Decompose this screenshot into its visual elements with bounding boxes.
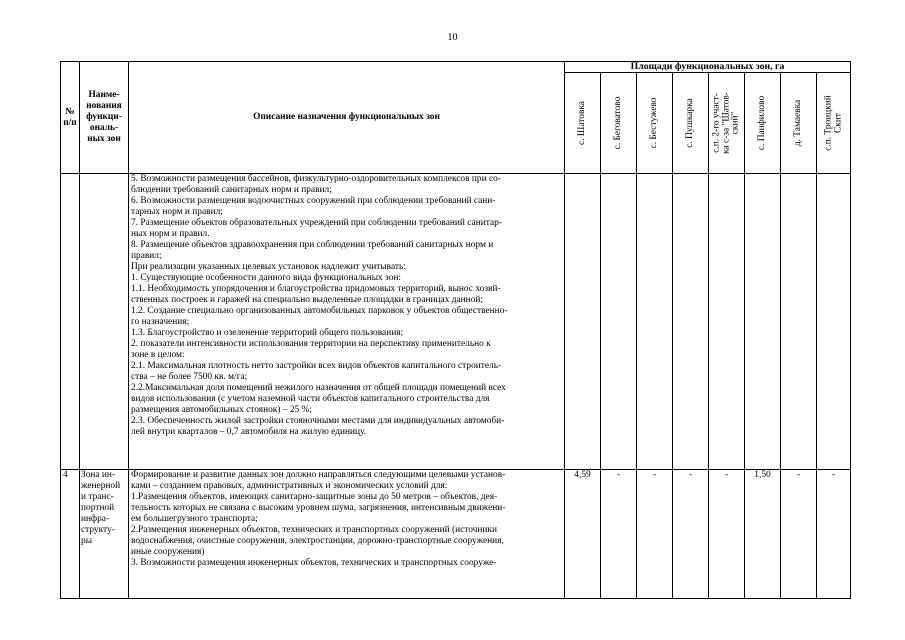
table-body bbox=[61, 174, 851, 599]
description-line: 1.1. Необходимость упорядочения и благоустройства придомовых территорий, вынос хозяй- bbox=[131, 284, 501, 294]
description-line: 6. Возможности размещения водоочистных сооружений при соблюдении требований сани- bbox=[131, 196, 496, 206]
header-area-column bbox=[781, 73, 817, 174]
header-area-column bbox=[817, 73, 851, 174]
area-value bbox=[637, 174, 673, 470]
header-area-column bbox=[565, 73, 601, 174]
description-line: 2.1. Максимальная плотность нетто застройки всех видов объектов капитального строитель- bbox=[131, 361, 502, 371]
description-line: ственных построек и гаражей на специально выделенные площадки в границах данной; bbox=[131, 295, 484, 305]
description-line: 5. Возможности размещения бассейнов, физкультурно-оздоровительных комплексов при со- bbox=[131, 174, 501, 184]
description-line: иные сооружения) bbox=[131, 547, 205, 557]
zone-description bbox=[129, 174, 565, 470]
description-line: блюдении требований санитарных норм и правил; bbox=[131, 185, 332, 195]
header-zone-name-line: ональ- bbox=[89, 123, 119, 133]
description-line: 1. Существующие особенности данного вида функциональных зон: bbox=[131, 273, 401, 283]
area-value: - bbox=[781, 470, 817, 599]
header-area-column-label: с.п. Троицкий Скит bbox=[822, 95, 843, 151]
description-line: При реализации указанных целевых установок надлежит учитывать: bbox=[131, 262, 406, 272]
description-line: ства – не более 7500 кв. м/га; bbox=[131, 372, 248, 382]
header-area-column bbox=[601, 73, 637, 174]
header-zone-name bbox=[80, 62, 129, 174]
zone-name-line: и транс- bbox=[81, 492, 114, 502]
description-line: зоне в целом: bbox=[131, 350, 185, 360]
row-number bbox=[61, 174, 80, 470]
description-line: ками – созданием правовых, административных и экономических условий для: bbox=[131, 481, 448, 491]
row-number: 4 bbox=[61, 470, 80, 599]
zone-name-line: женерной bbox=[81, 481, 121, 491]
header-area-column bbox=[637, 73, 673, 174]
description-line: ем большегрузного транспорта; bbox=[131, 514, 258, 524]
header-area-column-label: с. Пушкарка bbox=[684, 98, 695, 148]
description-line: лей внутри кварталов – 0,7 автомобиля на жилую единицу. bbox=[131, 427, 367, 437]
description-line: 2. показатели интенсивности использования территории на перспективу применительно к bbox=[131, 339, 491, 349]
area-value bbox=[817, 174, 851, 470]
area-value bbox=[673, 174, 709, 470]
header-area-column-label: с. Панфилово bbox=[756, 95, 767, 151]
zone-name-line: инфра- bbox=[81, 514, 110, 524]
zone-name bbox=[80, 174, 129, 470]
description-line: видов использования (с учетом наземной части объектов капитального строительства для bbox=[131, 394, 490, 404]
zone-name-line: портной bbox=[81, 503, 115, 513]
zone-name-line: ры bbox=[81, 536, 92, 546]
header-number: № п/п bbox=[61, 62, 80, 174]
page-number: 10 bbox=[447, 32, 458, 43]
header-area-column bbox=[745, 73, 781, 174]
zone-name-line: структу- bbox=[81, 525, 115, 535]
description-line: 1.2. Создание специально организованных автомобильных парковок у объектов общественно- bbox=[131, 306, 508, 316]
table-row bbox=[61, 470, 851, 599]
header-area-title: Площади функциональных зон, га bbox=[565, 62, 851, 73]
header-description: Описание назначения функциональных зон bbox=[129, 62, 565, 174]
table-row bbox=[61, 174, 851, 470]
description-line: тельность которых не связана с высоким уровнем шума, загрязнения, интенсивным движени- bbox=[131, 503, 506, 513]
header-area-column-label: с. Беговатово bbox=[612, 96, 623, 150]
zone-description bbox=[129, 470, 565, 599]
header-area-column bbox=[673, 73, 709, 174]
area-value bbox=[781, 174, 817, 470]
description-line: ных норм и правил. bbox=[131, 229, 210, 239]
header-area-column-label: с. Шатовка bbox=[576, 101, 587, 145]
area-value: 4,59 bbox=[565, 470, 601, 599]
area-value: - bbox=[637, 470, 673, 599]
area-value: - bbox=[709, 470, 745, 599]
description-line: правил; bbox=[131, 251, 162, 261]
area-value bbox=[745, 174, 781, 470]
area-value: - bbox=[601, 470, 637, 599]
description-line: водоснабжения, очистные сооружения, электростанции, дорожно-транспортные сооружения, bbox=[131, 536, 504, 546]
header-zone-name-line: Наиме- bbox=[88, 90, 120, 100]
header-zone-name-line: функци- bbox=[86, 112, 122, 122]
zone-name bbox=[80, 470, 129, 599]
zone-name-line: Зона ин- bbox=[81, 470, 116, 480]
description-line: Формирование и развитие данных зон должно направляться следующими целевыми установ- bbox=[131, 470, 506, 480]
area-value: - bbox=[673, 470, 709, 599]
area-value bbox=[565, 174, 601, 470]
description-line: 8. Размещение объектов здравоохранения при соблюдении требований санитарных норм и bbox=[131, 240, 494, 250]
description-line: 2.Размещения инженерных объектов, технических и транспортных сооружений (источники bbox=[131, 525, 497, 535]
area-value bbox=[709, 174, 745, 470]
area-value bbox=[601, 174, 637, 470]
header-area-column-label: д. Тамаевка bbox=[792, 99, 803, 147]
area-value: 1,50 bbox=[745, 470, 781, 599]
functional-zones-table bbox=[60, 61, 851, 599]
area-value: - bbox=[817, 470, 851, 599]
description-line: тарных норм и правил; bbox=[131, 207, 223, 217]
description-line: 3. Возможности размещения инженерных объектов, технических и транспортных сооруже- bbox=[131, 558, 497, 568]
description-line: го назначения; bbox=[131, 317, 190, 327]
header-area-column-label: с. Бестужево bbox=[648, 97, 659, 149]
header-zone-name-line: ных зон bbox=[87, 134, 121, 144]
description-line: 2.2.Максимальная доля помещений нежилого назначения от общей площади помещений всех bbox=[131, 383, 506, 393]
header-area-column bbox=[709, 73, 745, 174]
description-line: 1.Размещения объектов, имеющих санитарно-защитные зоны до 50 метров – объектов, дея- bbox=[131, 492, 498, 502]
description-line: 2.3. Обеспеченность жилой застройки стояночными местами для индивидуальных автомоби- bbox=[131, 416, 505, 426]
description-line: 1.3. Благоустройство и озеленение территорий общего пользования; bbox=[131, 328, 404, 338]
header-area-column-label: с.п. 2-го участ- ка с-за "Шатов- ский" bbox=[711, 92, 741, 154]
header-zone-name-line: нования bbox=[86, 101, 122, 111]
description-line: 7. Размещение объектов образовательных учреждений при соблюдении требований санитар- bbox=[131, 218, 502, 228]
description-line: размещения автомобильных стоянок) – 25 %; bbox=[131, 405, 312, 415]
